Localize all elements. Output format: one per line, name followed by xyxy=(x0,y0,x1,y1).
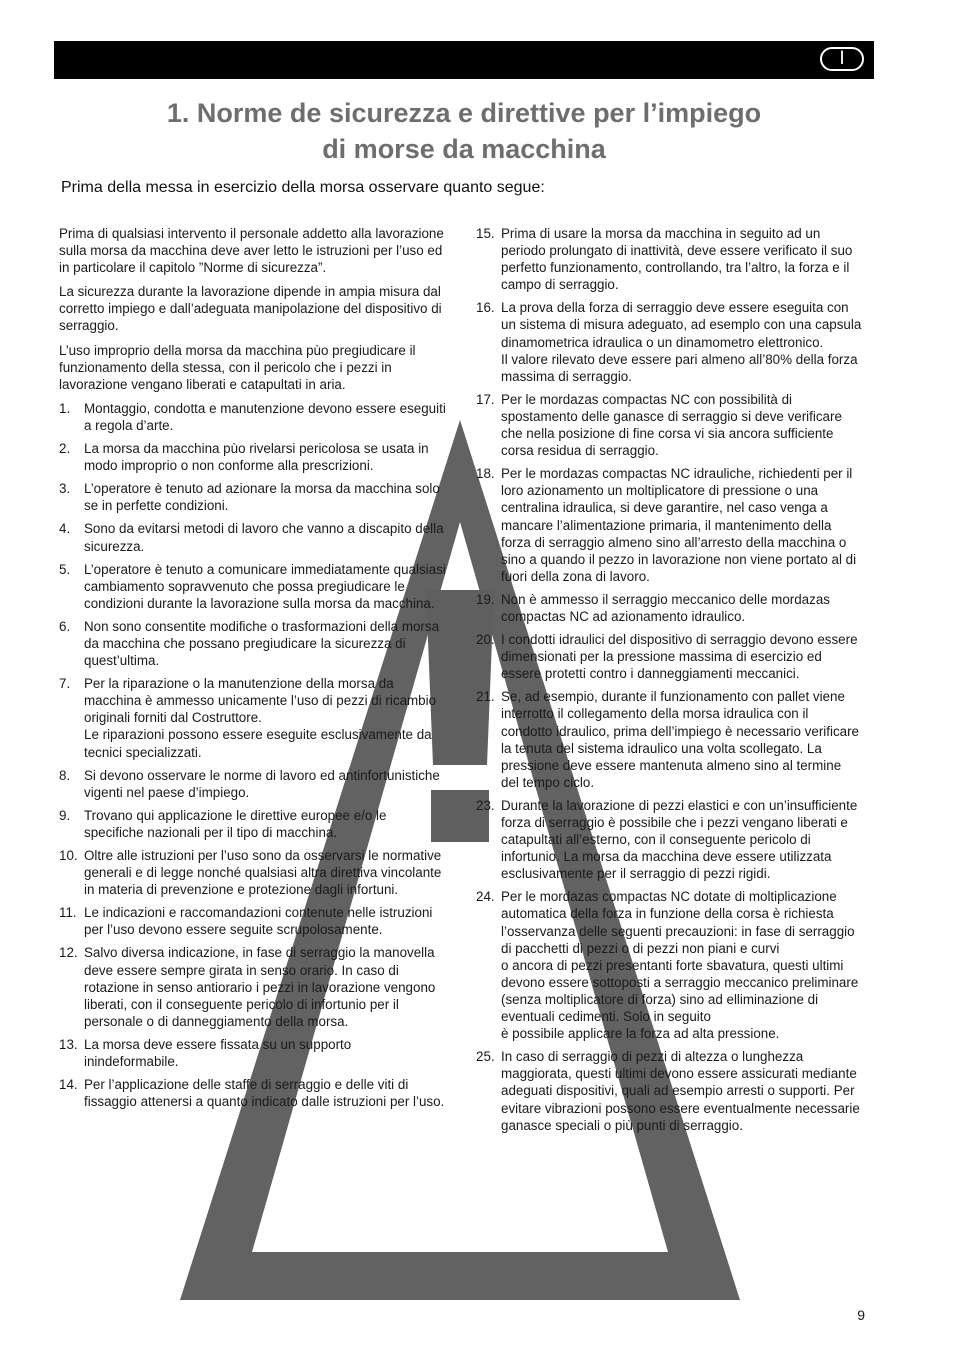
item-number: 24. xyxy=(476,889,495,905)
list-item xyxy=(59,520,447,554)
list-item xyxy=(476,465,862,585)
item-text: L’operatore è tenuto a comunicare immediatamente qualsiasi cambiamento sopravvenuto che possa pregiudicare le condizioni durante la lavorazione sulla morsa da macchina. xyxy=(84,561,446,611)
rules-list-left xyxy=(59,400,447,1110)
item-number: 15. xyxy=(476,226,495,241)
item-number: 17. xyxy=(476,391,495,407)
rules-list-right xyxy=(476,225,862,1134)
item-number: 7. xyxy=(59,676,71,692)
item-number: 8. xyxy=(59,767,71,783)
list-item xyxy=(59,480,447,514)
list-item xyxy=(59,1076,447,1110)
list-item xyxy=(59,561,447,612)
list-item xyxy=(59,807,447,841)
page-title-line-1: 1. Norme de sicurezza e direttive per l’impiego xyxy=(166,98,762,128)
intro xyxy=(59,225,447,393)
list-item xyxy=(476,591,862,625)
item-text: Per le mordazas compactas NC idrauliche, richiedenti per il loro azionamento un moltiplicatore di pressione o una centralina idraulica, si deve garantire, nel caso venga a mancare l’alimentazione primaria, il mantenimento della forza di serraggio almeno sino all’arresto della macchina o sino a quando il pezzo in lavorazione non viene portato al di fuori della zona di lavoro. xyxy=(501,466,857,584)
item-number: 20. xyxy=(476,632,495,648)
item-number: 19. xyxy=(476,591,495,607)
list-item xyxy=(59,618,447,669)
list-item xyxy=(476,888,862,1042)
item-text: L’operatore è tenuto ad azionare la morsa da macchina solo se in perfette condizioni. xyxy=(84,481,440,514)
item-number: 21. xyxy=(476,689,495,705)
item-text: Montaggio, condotta e manutenzione devono essere eseguiti a regola d’arte. xyxy=(84,400,446,433)
page-title xyxy=(54,95,874,167)
item-number: 9. xyxy=(59,807,71,823)
intro-paragraph: Prima di qualsiasi intervento il personale addetto alla lavorazione sulla morsa da macchina deve aver letto le istruzioni per l’uso ed in particolare il capitolo ”Norme di sicurezza”. xyxy=(59,226,444,276)
page-title-line-2: di morse da macchina xyxy=(322,134,606,164)
list-item xyxy=(476,391,862,459)
item-number: 11. xyxy=(59,905,77,921)
item-text: Trovano qui applicazione le direttive europee e/o le specifiche nazionali per il tipo di macchina. xyxy=(84,807,387,840)
intro-paragraph: L’uso improprio della morsa da macchina pùo pregiudicare il funzionamento della stessa, con il pericolo che i pezzi in lavorazione vengano liberati e catapultati in aria. xyxy=(59,342,416,392)
item-text: I condotti idraulici del dispositivo di serraggio devono essere dimensionati per la pressione massima di esercizio ed essere protetti contro i danneggiamenti meccanici. xyxy=(501,632,858,682)
item-text: In caso di serraggio di pezzi di altezza o lunghezza maggiorata, questi ultimi devono essere assicurati mediante adeguati dispositivi, quali ad esempio arresti o supporti. Per evitare vibrazioni possono essere eventualmente necessarie ganasce speciali o più punti di serraggio. xyxy=(501,1049,860,1133)
list-item xyxy=(59,1036,447,1070)
subtitle: Prima della messa in esercizio della morsa osservare quanto segue: xyxy=(61,179,545,196)
list-item xyxy=(59,847,447,898)
item-text: Per le mordazas compactas NC con possibilità di spostamento delle ganasce di serraggio si deve verificare che nella posizione di fine corsa vi sia ancora sufficiente corsa residua di serraggio. xyxy=(501,391,842,459)
item-number: 6. xyxy=(59,618,71,634)
header-bar xyxy=(54,41,874,79)
item-text: Si devono osservare le norme di lavoro ed antinfortunistiche vigenti nel paese d’impiego. xyxy=(84,767,440,800)
list-item xyxy=(476,299,862,384)
item-number: 4. xyxy=(59,521,71,537)
item-text: La morsa deve essere fissata su un supporto inindeformabile. xyxy=(84,1036,352,1070)
item-text: Sono da evitarsi metodi di lavoro che vanno a discapito della sicurezza. xyxy=(84,521,444,554)
list-item xyxy=(476,225,862,293)
list-item xyxy=(59,944,447,1029)
item-text: Le indicazioni e raccomandazioni contenute nelle istruzioni per l’uso devono essere seguite scrupolosamente. xyxy=(84,905,433,938)
item-text: Oltre alle istruzioni per l’uso sono da osservarsi le normative generali e di legge nonché qualsiasi altra direttiva vincolante in materia di prevenzione e protezione dagli infortuni. xyxy=(84,848,442,898)
item-number: 5. xyxy=(59,561,71,577)
item-text: Per la riparazione o la manutenzione della morsa da macchina è ammesso unicamente l’uso di pezzi di ricambio originali forniti dal Costruttore. Le riparazioni possono essere eseguite esclusivamente da tecnici specializzati. xyxy=(84,676,437,760)
item-text: Salvo diversa indicazione, in fase di serraggio la manovella deve essere sempre girata in senso orario. In caso di rotazione in senso antiorario i pezzi in lavorazione vengono liberati, con il conseguente pericolo di infortunio per il personale o di danneggiamento della morsa. xyxy=(84,945,436,1029)
item-number: 14. xyxy=(59,1077,78,1093)
list-item xyxy=(59,767,447,801)
page-number: 9 xyxy=(857,1307,865,1323)
list-item xyxy=(476,1048,862,1133)
list-item xyxy=(59,400,447,434)
item-text: Non sono consentite modifiche o trasformazioni della morsa da macchina che possano pregiudicare la sicurezza di quest’ultima. xyxy=(84,618,440,669)
list-item xyxy=(476,797,862,882)
item-text: Per le mordazas compactas NC dotate di moltiplicazione automatica della forza in funzione della corsa è richiesta l’osservanza delle seguenti precauzioni: in fase di serraggio di pacchetti di pezzi o di pezzi non piani e curvi o ancora di pezzi presentanti forte sbavatura, questi ultimi devono essere sottoposti a serraggio meccanico preliminare (senza moltiplicatore di forza) sino ad elliminazione di eventuali cedimenti. Solo in seguito è possibile applicare la forza ad alta pressione. xyxy=(501,889,859,1042)
item-number: 25. xyxy=(476,1049,495,1065)
item-text: Durante la lavorazione di pezzi elastici e con un’insufficiente forza di serraggio è possibile che i pezzi vengano liberati e catapultati all’esterno, con il conseguente pericolo di infortunio. La morsa da macchina deve essere utilizzata esclusivamente per il serraggio di pezzi rigidi. xyxy=(501,797,858,882)
item-text: La prova della forza di serraggio deve essere eseguita con un sistema di misura adeguato, ad esemplo con una capsula dinamometrica idraulica o un dinamometro elettronico. Il valore rilevato deve essere pari almeno all’80% della forza massima di serraggio. xyxy=(501,300,862,384)
item-number: 1. xyxy=(59,400,71,416)
language-badge: I xyxy=(820,47,864,71)
intro-paragraph: La sicurezza durante la lavorazione dipende in ampia misura dal corretto impiego e dall’adeguata manipolazione del dispositivo di serraggio. xyxy=(59,284,442,334)
item-number: 13. xyxy=(59,1036,78,1052)
item-number: 18. xyxy=(476,466,495,482)
item-number: 10. xyxy=(59,848,78,863)
item-number: 16. xyxy=(476,300,495,316)
right-column xyxy=(476,225,862,1140)
item-number: 2. xyxy=(59,441,71,457)
item-number: 3. xyxy=(59,481,71,497)
item-text: Per l’applicazione delle staffe di serraggio e delle viti di fissaggio attenersi a quanto indicato dalle istruzioni per l’uso. xyxy=(84,1077,445,1110)
list-item xyxy=(476,688,862,791)
item-number: 12. xyxy=(59,945,78,961)
item-text: Non è ammesso il serraggio meccanico delle mordazas compactas NC ad azionamento idraulico. xyxy=(501,591,830,624)
item-text: Prima di usare la morsa da macchina in seguito ad un periodo prolungato di inattività, deve essere verificato il suo perfetto funzionamento, controllando, tra l’altro, la forza e il campo di serraggio. xyxy=(501,226,853,293)
item-number: 23. xyxy=(476,797,495,813)
list-item xyxy=(59,440,447,474)
list-item xyxy=(59,675,447,760)
left-column xyxy=(59,225,447,1116)
item-text: La morsa da macchina pùo rivelarsi pericolosa se usata in modo improprio o non conforme alla prescrizioni. xyxy=(84,441,429,474)
list-item xyxy=(476,631,862,682)
list-item xyxy=(59,904,447,938)
item-text: Se, ad esempio, durante il funzionamento con pallet viene interrotto il collegamento della morsa idraulica con il condotto idraulico, prima dell’impiego è necessario verificare la tenuta del sistema idraulico una volta scollegato. La pressione deve essere mantenuta almeno sino al termine del tempo ciclo. xyxy=(501,689,860,790)
